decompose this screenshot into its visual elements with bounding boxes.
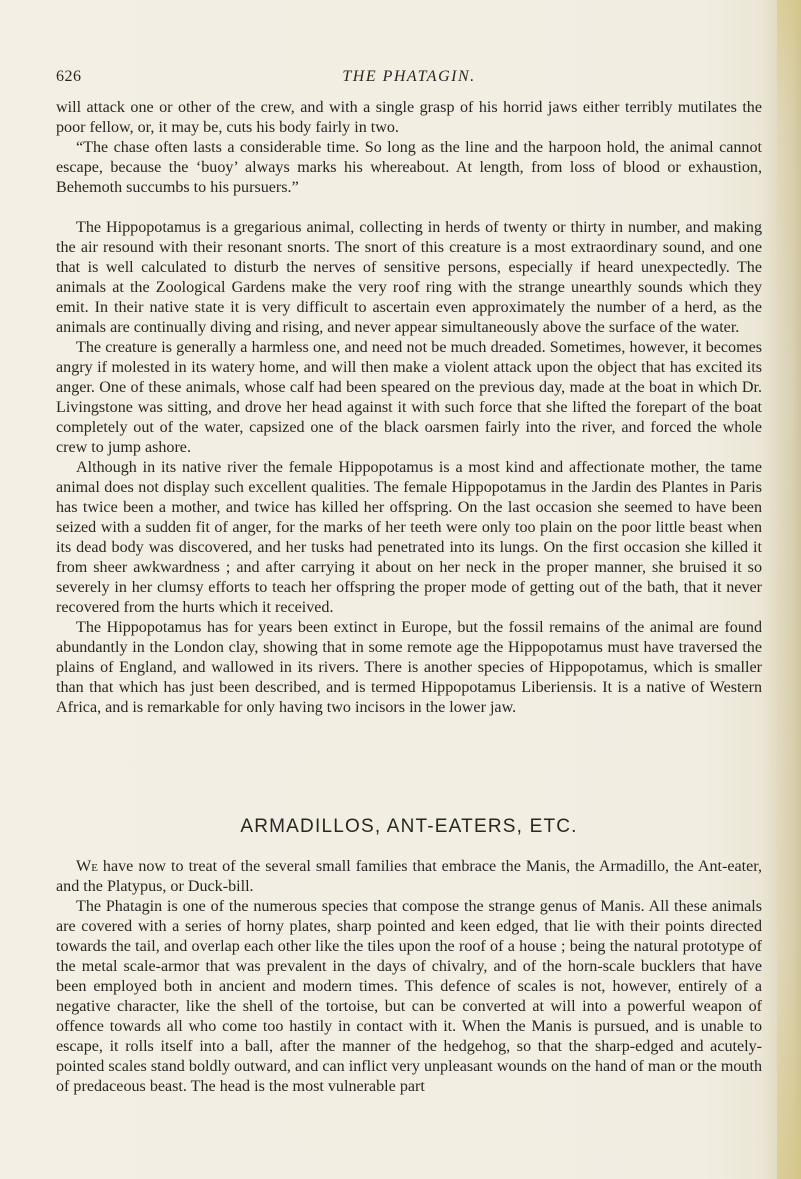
armadillos-text-block [56,857,762,1097]
paragraph: will attack one or other of the crew, and with a single grasp of his horrid jaws either terribly mutilates the poor fellow, or, it may be, cuts his body fairly in two. [56,99,762,136]
page-number: 626 [56,68,82,85]
paragraph: The Hippopotamus is a gregarious animal, collecting in herds of twenty or thirty in number, and making the air resound with their resonant snorts. The snort of this creature is a most extraordinary sound, and one that is well calculated to disturb the nerves of sensitive persons, especially if heard unexpectedly. The animals at the Zoological Gardens make the very roof ring with the strange unearthly sounds which they emit. In their native state it is very difficult to ascertain even approximately the number of a herd, as the animals are continually diving and rising, and never appear simultaneously above the surface of the water. [56,219,762,336]
paragraph: The creature is generally a harmless one, and need not be much dreaded. Sometimes, however, it becomes angry if molested in its watery home, and will then make a violent attack upon the object that has excited its anger. One of these animals, whose calf had been speared on the previous day, made at the boat in which Dr. Livingstone was sitting, and drove her head against it with such force that she lifted the forepart of the boat completely out of the water, capsized one of the black oarsmen fairly into the river, and forced the whole crew to jump ashore. [56,339,762,456]
lead-word: We [76,858,98,875]
page-header [56,68,762,90]
paragraph: The Phatagin is one of the numerous species that compose the strange genus of Manis. All these animals are covered with a series of horny plates, sharp pointed and keen edged, that lie with their points directed towards the tail, and overlap each other like the tiles upon the roof of a house ; being the natural prototype of the metal scale-armor that was prevalent in the days of chivalry, and of the horn-scale bucklers that have been employed both in ancient and modern times. This defence of scales is not, however, entirely of a negative character, like the shell of the tortoise, but can be converted at will into a powerful weapon of offence towards all who come too hastily in contact with it. When the Manis is pursued, and is unable to escape, it rolls itself into a ball, after the manner of the hedgehog, so that the sharp-edged and acutely-pointed scales stand boldly outward, and can inflict very unpleasant wounds on the hand of man or the mouth of predaceous beast. The head is the most vulnerable part [56,898,762,1095]
paragraph: Although in its native river the female Hippopotamus is a most kind and affectionate mother, the tame animal does not display such excellent qualities. The female Hippopotamus in the Jardin des Plantes in Paris has twice been a mother, and twice has killed her offspring. On the last occasion she seemed to have been seized with a sudden fit of anger, for the marks of her teeth were only too plain on the poor little beast when its dead body was discovered, and her tusks had penetrated into its lungs. On the first occasion she killed it from sheer awkwardness ; and after carrying it about on her neck in the proper manner, she bruised it so severely in her clumsy efforts to teach her offspring the proper mode of getting out of the bath, that it never recovered from the hurts which it received. [56,459,762,616]
hippopotamus-text-block [56,218,762,718]
running-title: THE PHATAGIN. [342,68,476,85]
paragraph-text: have now to treat of the several small families that embrace the Manis, the Armadillo, the Ant-eater, and the Platypus, or Duck-bill. [56,858,762,895]
continued-text-block [56,98,762,198]
paragraph [56,857,762,897]
paragraph: The Hippopotamus has for years been extinct in Europe, but the fossil remains of the animal are found abundantly in the London clay, showing that in some remote age the Hippopotamus must have traversed the plains of England, and wallowed in its rivers. There is another species of Hippopotamus, which is smaller than that which has just been described, and is termed Hippopotamus Liberiensis. It is a native of Western Africa, and is remarkable for only having two incisors in the lower jaw. [56,619,762,716]
page-edge-stain [777,0,801,1179]
paragraph: “The chase often lasts a considerable time. So long as the line and the harpoon hold, the animal cannot escape, because the ‘buoy’ always marks his whereabout. At length, from loss of blood or exhaustion, Behemoth succumbs to his pursuers.” [56,139,762,196]
section-heading: ARMADILLOS, ANT-EATERS, ETC. [240,816,578,837]
